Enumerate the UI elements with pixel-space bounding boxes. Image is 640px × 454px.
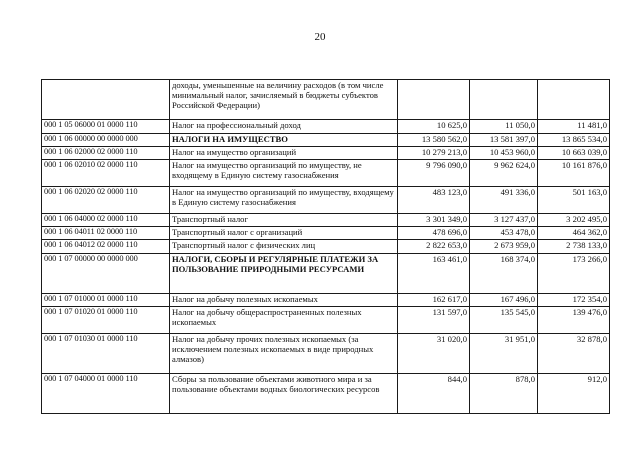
row-value-2: 9 962 624,0 [470, 160, 538, 187]
row-value-2: 31 951,0 [470, 334, 538, 374]
row-value-1: 3 301 349,0 [398, 214, 470, 227]
page-number: 20 [314, 31, 326, 43]
row-value-1: 31 020,0 [398, 334, 470, 374]
table-row [42, 187, 610, 214]
row-name: Налог на профессиональный доход [170, 120, 398, 134]
row-code: 000 1 07 01000 01 0000 110 [42, 294, 170, 307]
row-code: 000 1 06 04000 02 0000 110 [42, 214, 170, 227]
table-row [42, 240, 610, 254]
row-value-3: 2 738 133,0 [538, 240, 610, 254]
table-row [42, 374, 610, 414]
row-value-2: 135 545,0 [470, 307, 538, 334]
row-code: 000 1 07 04000 01 0000 110 [42, 374, 170, 414]
row-code: 000 1 06 02020 02 0000 110 [42, 187, 170, 214]
row-name: Налог на добычу прочих полезных ископаемых (за исключением полезных ископаемых в виде природных алмазов) [170, 334, 398, 374]
row-name: Транспортный налог с организаций [170, 227, 398, 240]
row-value-1: 13 580 562,0 [398, 134, 470, 147]
row-code: 000 1 05 06000 01 0000 110 [42, 120, 170, 134]
table-row [42, 147, 610, 160]
row-name: Сборы за пользование объектами животного мира и за пользование объектами водных биологических ресурсов [170, 374, 398, 414]
row-value-1: 163 461,0 [398, 254, 470, 294]
row-code [42, 80, 170, 120]
row-value-3: 10 161 876,0 [538, 160, 610, 187]
row-value-2: 878,0 [470, 374, 538, 414]
row-value-1: 162 617,0 [398, 294, 470, 307]
row-code: 000 1 07 01020 01 0000 110 [42, 307, 170, 334]
table-row [42, 227, 610, 240]
row-name: Налог на имущество организаций по имуществу, не входящему в Единую систему газоснабжения [170, 160, 398, 187]
row-value-2: 167 496,0 [470, 294, 538, 307]
row-value-3: 13 865 534,0 [538, 134, 610, 147]
row-value-3: 501 163,0 [538, 187, 610, 214]
row-value-3: 3 202 495,0 [538, 214, 610, 227]
table-row [42, 307, 610, 334]
table-row [42, 294, 610, 307]
row-value-1: 478 696,0 [398, 227, 470, 240]
row-value-2: 3 127 437,0 [470, 214, 538, 227]
row-name: Транспортный налог [170, 214, 398, 227]
row-value-3: 32 878,0 [538, 334, 610, 374]
table-row [42, 134, 610, 147]
row-value-1: 9 796 090,0 [398, 160, 470, 187]
row-value-3: 464 362,0 [538, 227, 610, 240]
row-code: 000 1 06 00000 00 0000 000 [42, 134, 170, 147]
row-name: доходы, уменьшенные на величину расходов (в том числе минимальный налог, зачисляемый в бюджеты субъектов Российской Федерации) [170, 80, 398, 120]
row-value-2: 453 478,0 [470, 227, 538, 240]
table-row [42, 334, 610, 374]
row-code: 000 1 07 01030 01 0000 110 [42, 334, 170, 374]
row-value-3: 172 354,0 [538, 294, 610, 307]
row-value-3: 173 266,0 [538, 254, 610, 294]
row-value-3 [538, 80, 610, 120]
row-value-1: 2 822 653,0 [398, 240, 470, 254]
row-code: 000 1 06 04011 02 0000 110 [42, 227, 170, 240]
row-code: 000 1 06 04012 02 0000 110 [42, 240, 170, 254]
row-value-2: 491 336,0 [470, 187, 538, 214]
row-value-1: 131 597,0 [398, 307, 470, 334]
budget-revenue-table [41, 79, 610, 414]
row-value-3: 10 663 039,0 [538, 147, 610, 160]
row-value-1 [398, 80, 470, 120]
row-value-3: 139 476,0 [538, 307, 610, 334]
row-value-3: 912,0 [538, 374, 610, 414]
row-name: Налог на имущество организаций [170, 147, 398, 160]
table-row [42, 120, 610, 134]
row-name: НАЛОГИ, СБОРЫ И РЕГУЛЯРНЫЕ ПЛАТЕЖИ ЗА ПОЛЬЗОВАНИЕ ПРИРОДНЫМИ РЕСУРСАМИ [170, 254, 398, 294]
row-code: 000 1 07 00000 00 0000 000 [42, 254, 170, 294]
table-row [42, 160, 610, 187]
row-value-2: 13 581 397,0 [470, 134, 538, 147]
row-value-2: 168 374,0 [470, 254, 538, 294]
row-value-2: 10 453 960,0 [470, 147, 538, 160]
table-row [42, 254, 610, 294]
row-value-3: 11 481,0 [538, 120, 610, 134]
table-row [42, 80, 610, 120]
row-name: Налог на имущество организаций по имуществу, входящему в Единую систему газоснабжения [170, 187, 398, 214]
row-name: Транспортный налог с физических лиц [170, 240, 398, 254]
row-value-1: 10 279 213,0 [398, 147, 470, 160]
row-value-2: 2 673 959,0 [470, 240, 538, 254]
row-code: 000 1 06 02000 02 0000 110 [42, 147, 170, 160]
row-value-2: 11 050,0 [470, 120, 538, 134]
row-name: НАЛОГИ НА ИМУЩЕСТВО [170, 134, 398, 147]
row-value-1: 483 123,0 [398, 187, 470, 214]
row-value-2 [470, 80, 538, 120]
row-name: Налог на добычу полезных ископаемых [170, 294, 398, 307]
table-row [42, 214, 610, 227]
row-value-1: 10 625,0 [398, 120, 470, 134]
row-name: Налог на добычу общераспространенных полезных ископаемых [170, 307, 398, 334]
row-code: 000 1 06 02010 02 0000 110 [42, 160, 170, 187]
row-value-1: 844,0 [398, 374, 470, 414]
